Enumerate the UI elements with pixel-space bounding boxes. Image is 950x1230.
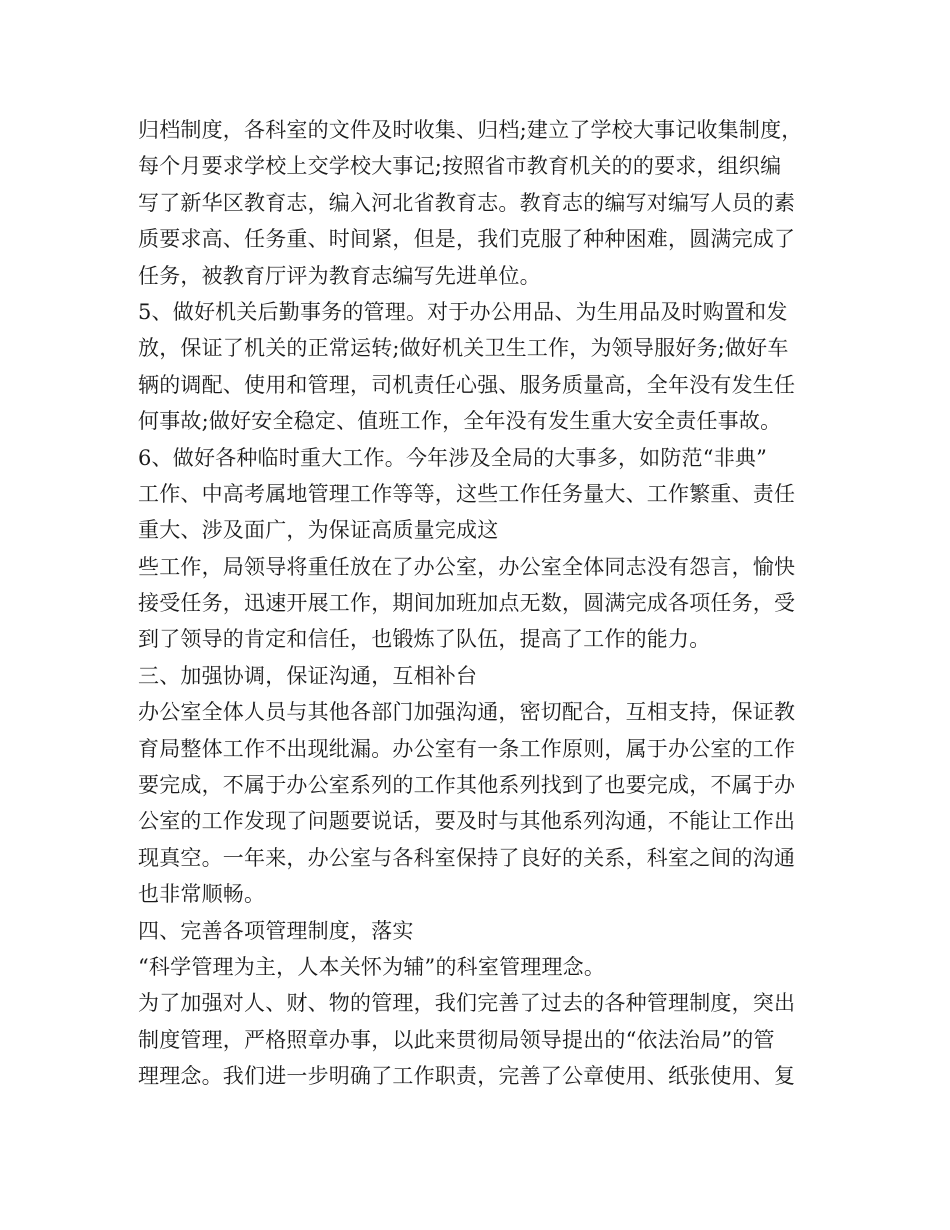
text-line: 为了加强对人、财、物的管理，我们完善了过去的各种管理制度，突出: [138, 991, 796, 1016]
text-line: 制度管理，严格照章办事，以此来贯彻局领导提出的“依法治局”的管: [138, 1027, 775, 1052]
text-line: 任务，被教育厅评为教育志编写先进单位。: [138, 263, 541, 288]
text-line: 写了新华区教育志，编入河北省教育志。教育志的编写对编写人员的素: [138, 190, 796, 215]
text-line: 工作、中高考属地管理工作等等，这些工作任务量大、工作繁重、责任: [138, 481, 796, 506]
text-line: 归档制度，各科室的文件及时收集、归档;建立了学校大事记收集制度，: [138, 118, 803, 142]
text-line: 接受任务，迅速开展工作，期间加班加点无数，圆满完成各项任务，受: [138, 591, 796, 616]
text-line: 辆的调配、使用和管理，司机责任心强、服务质量高，全年没有发生任: [138, 372, 796, 397]
text-line: 办公室全体人员与其他各部门加强沟通，密切配合，互相支持，保证教: [138, 700, 796, 725]
text-line: “科学管理为主，人本关怀为辅”的科室管理理念。: [138, 954, 606, 979]
text-line: 放，保证了机关的正常运转;做好机关卫生工作，为领导服好务;做好车: [138, 336, 789, 361]
section-heading: 四、完善各项管理制度，落实: [138, 918, 414, 943]
text-line: 育局整体工作不出现纰漏。办公室有一条工作原则，属于办公室的工作: [138, 736, 796, 761]
text-line: 重大、涉及面广，为保证高质量完成这: [138, 518, 499, 543]
text-line: 每个月要求学校上交学校大事记;按照省市教育机关的的要求，组织编: [138, 154, 782, 179]
section-heading: 三、加强协调，保证沟通，互相补台: [138, 663, 478, 688]
text-line: 5、做好机关后勤事务的管理。对于办公用品、为生用品及时购置和发: [138, 299, 788, 324]
text-line: 也非常顺畅。: [138, 882, 266, 907]
text-line: 到了领导的肯定和信任，也锻炼了队伍，提高了工作的能力。: [138, 627, 711, 652]
document-body: [138, 112, 828, 1095]
text-line: 现真空。一年来，办公室与各科室保持了良好的关系，科室之间的沟通: [138, 845, 796, 870]
text-line: 理理念。我们进一步明确了工作职责，完善了公章使用、纸张使用、复: [138, 1064, 796, 1089]
text-line: 些工作，局领导将重任放在了办公室，办公室全体同志没有怨言，愉快: [138, 554, 796, 579]
text-line: 公室的工作发现了问题要说话，要及时与其他系列沟通，不能让工作出: [138, 809, 796, 834]
text-line: 何事故;做好安全稳定、值班工作，全年没有发生重大安全责任事故。: [138, 409, 782, 434]
text-line: 要完成，不属于办公室系列的工作其他系列找到了也要完成，不属于办: [138, 773, 796, 798]
text-line: 质要求高、任务重、时间紧，但是，我们克服了种种困难，圆满完成了: [138, 227, 796, 252]
text-line: 6、做好各种临时重大工作。今年涉及全局的大事多，如防范“非典”: [138, 445, 768, 470]
